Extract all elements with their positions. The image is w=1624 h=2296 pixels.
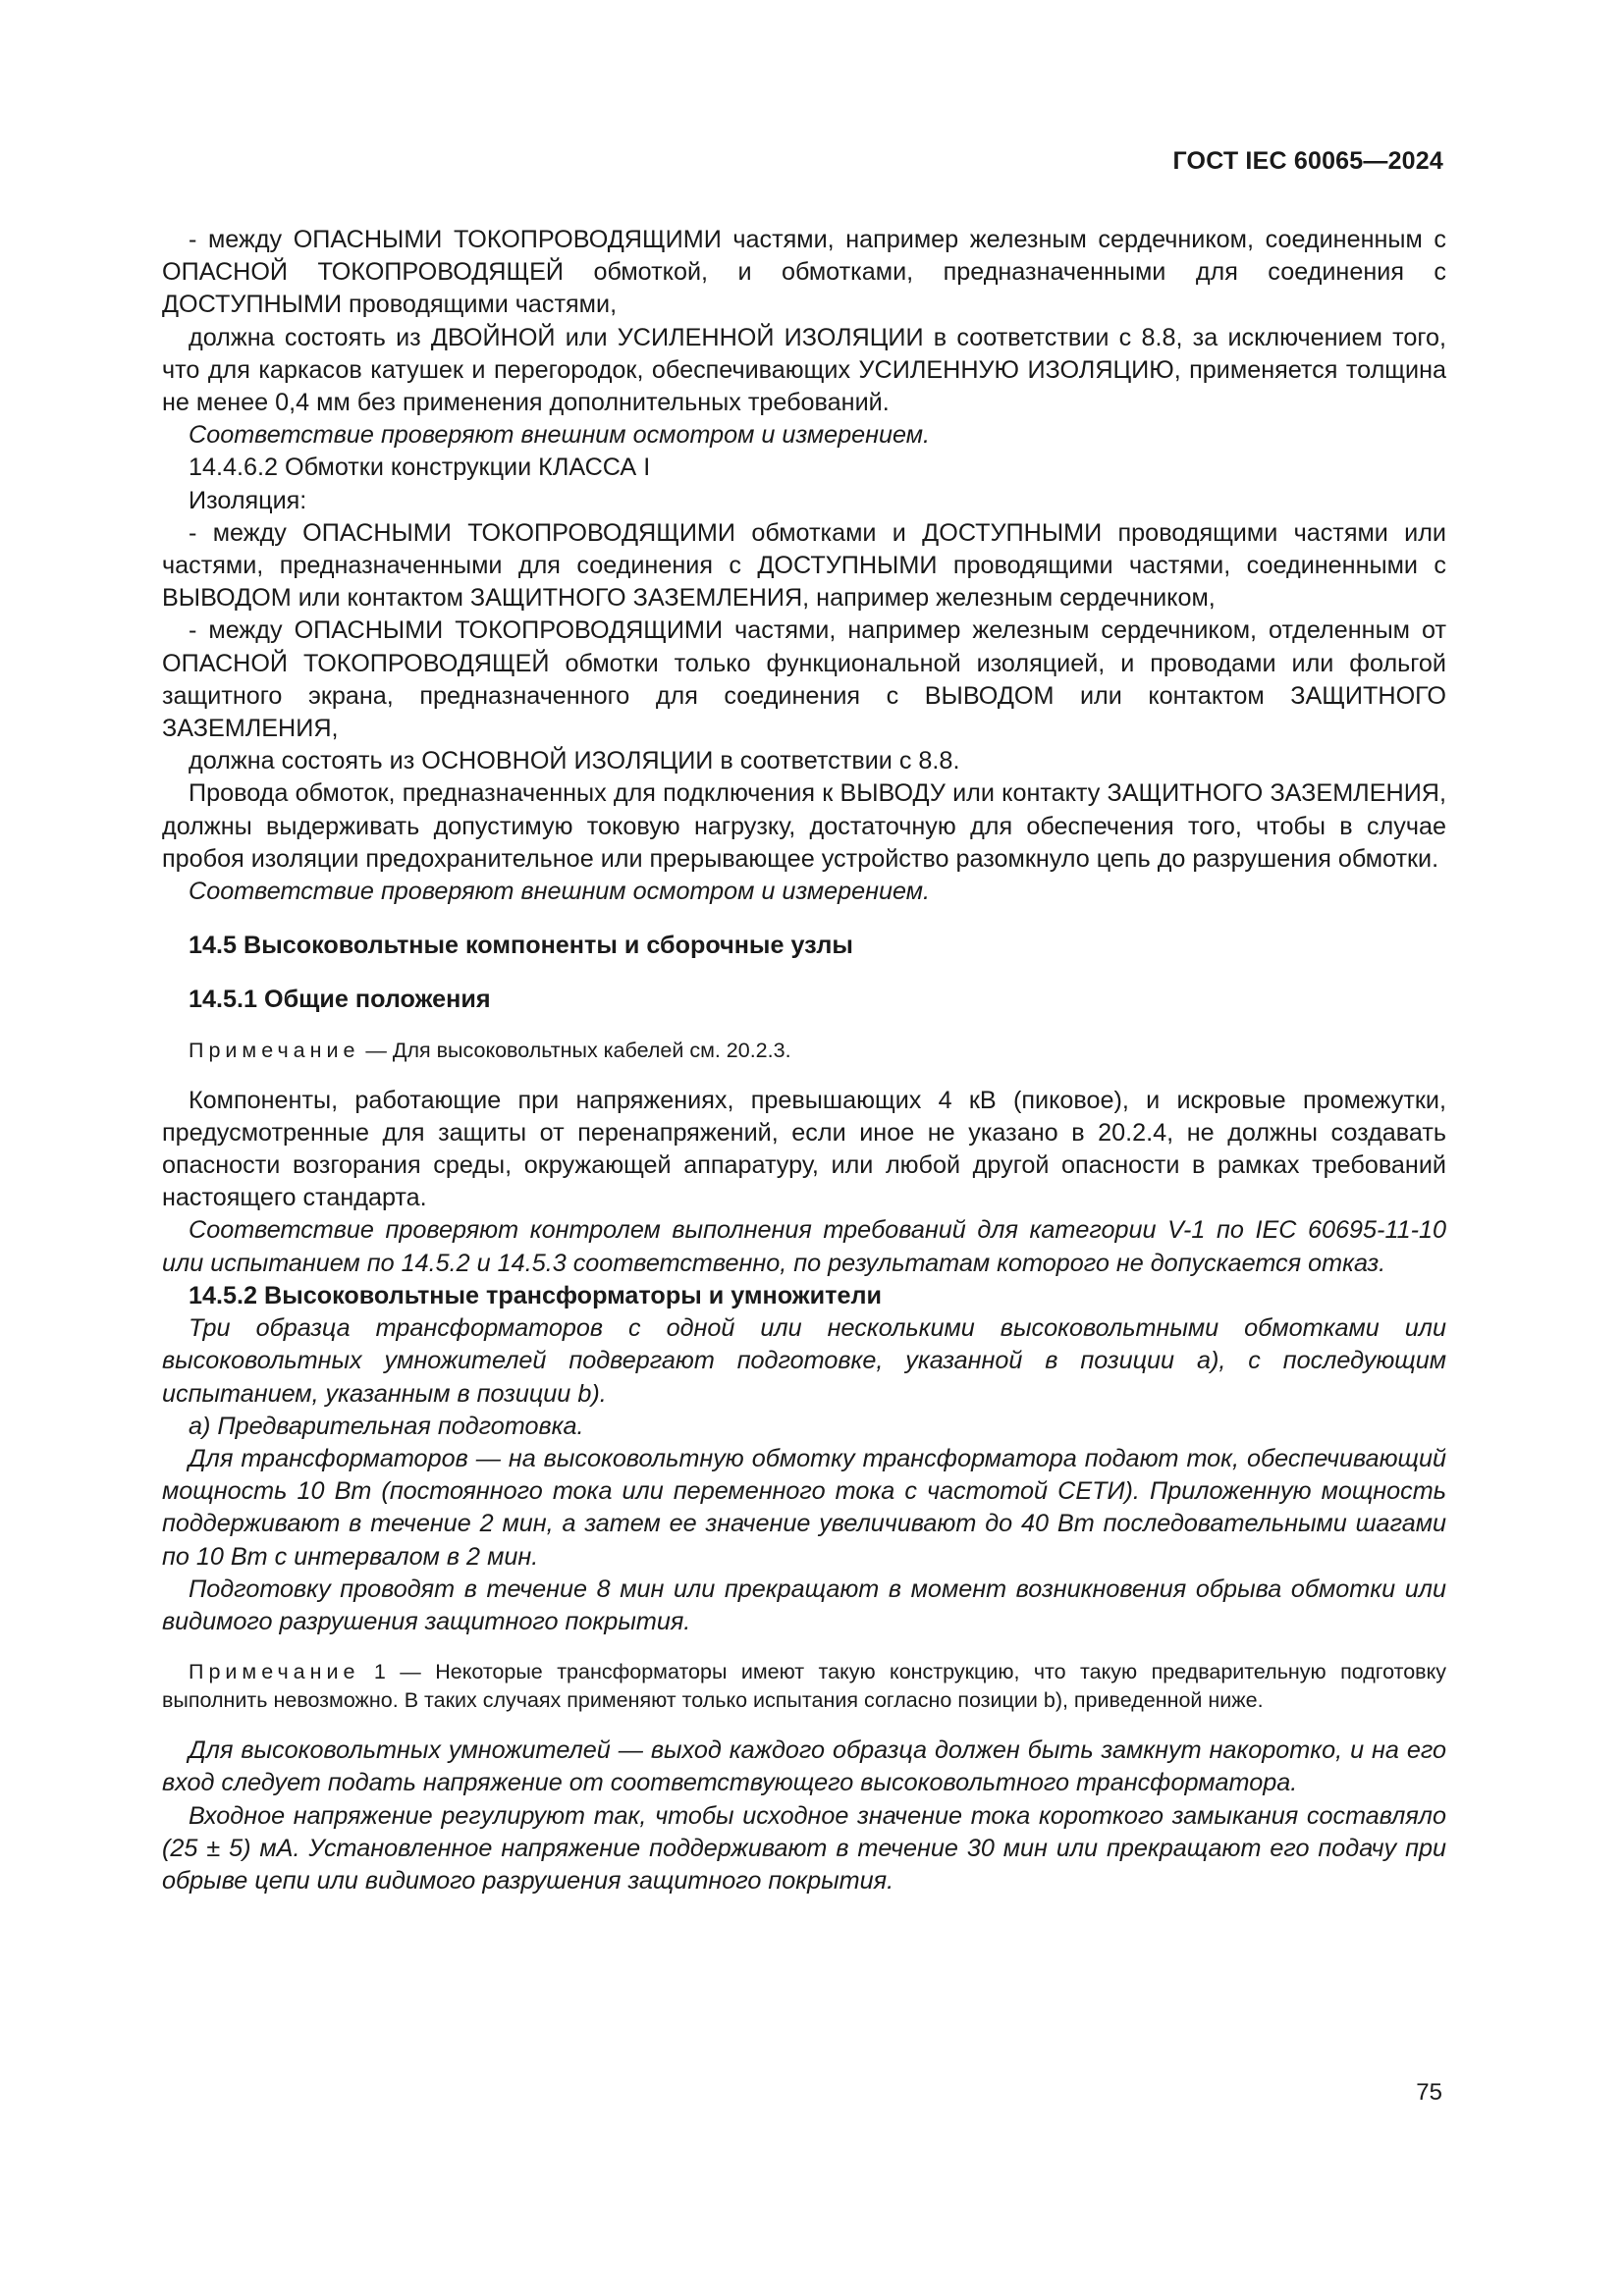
paragraph: - между ОПАСНЫМИ ТОКОПРОВОДЯЩИМИ обмотками и ДОСТУПНЫМИ проводящими частями или частями, предназначенными для соединения с ДОСТУПНЫМИ проводящими частями, соединенными с ВЫВОДОМ или контактом ЗАЩИТНОГО ЗАЗЕМЛЕНИЯ, например железным сердечником, <box>162 518 1446 613</box>
paragraph: Входное напряжение регулируют так, чтобы исходное значение тока короткого замыкания составляло (25 ± 5) мА. Установленное напряжение поддерживают в течение 30 мин или прекращают его подачу при обрыве цепи или видимого разрушения защитного покрытия. <box>162 1801 1446 1895</box>
note <box>162 1037 1446 1065</box>
paragraph: Провода обмоток, предназначенных для подключения к ВЫВОДУ или контакту ЗАЩИТНОГО ЗАЗЕМЛЕНИЯ, должны выдерживать допустимую токовую нагрузку, достаточную для обеспечения того, чтобы в случае пробоя изоляции предохранительное или прерывающее устройство разомкнуло цепь до разрушения обмотки. <box>162 779 1446 873</box>
paragraph: Для трансформаторов — на высоковольтную обмотку трансформатора подают ток, обеспечивающий мощность 10 Вт (постоянного тока или переменного тока с частотой СЕТИ). Приложенную мощность поддерживают в течение 2 мин, а затем ее значение увеличивают до 40 Вт последовательными шагами по 10 Вт с интервалом в 2 мин. <box>162 1444 1446 1571</box>
compliance-note: Соответствие проверяют контролем выполнения требований для категории V-1 по IEC 60695-11-10 или испытанием по 14.5.2 и 14.5.3 соответственно, по результатам которого не допускается отказ. <box>162 1216 1446 1277</box>
note-text: 1 — Некоторые трансформаторы имеют такую конструкцию, что такую предварительную подготовку выполнить невозможно. В таких случаях применяют только испытания согласно позиции b), приведенной ниже. <box>162 1660 1446 1713</box>
paragraph: - между ОПАСНЫМИ ТОКОПРОВОДЯЩИМИ частями, например железным сердечником, отделенным от ОПАСНОЙ ТОКОПРОВОДЯЩЕЙ обмотки только функциональной изоляцией, и проводами или фольгой защитного экрана, предназначенного для соединения с ВЫВОДОМ или контактом ЗАЩИТНОГО ЗАЗЕМЛЕНИЯ, <box>162 616 1446 743</box>
paragraph: Три образца трансформаторов с одной или несколькими высоковольтными обмотками или высоковольтных умножителей подвергают подготовке, указанной в позиции а), с последующим испытанием, указанным в позиции b). <box>162 1314 1446 1408</box>
clause-title: 14.4.6.2 Обмотки конструкции КЛАССА I <box>189 454 651 482</box>
paragraph: Для высоковольтных умножителей — выход каждого образца должен быть замкнут накоротко, и на его вход следует подать напряжение от соответствующего высоковольтного трансформатора. <box>162 1736 1446 1797</box>
list-item: а) Предварительная подготовка. <box>189 1412 584 1440</box>
paragraph: Изоляция: <box>189 486 307 514</box>
note <box>162 1658 1446 1715</box>
note-label: Примечание <box>189 1660 360 1684</box>
paragraph: должна состоять из ОСНОВНОЙ ИЗОЛЯЦИИ в соответствии с 8.8. <box>189 747 960 775</box>
page-number: 75 <box>1416 2079 1442 2106</box>
note-text: — Для высоковольтных кабелей см. 20.2.3. <box>359 1038 791 1062</box>
paragraph: Компоненты, работающие при напряжениях, превышающих 4 кВ (пиковое), и искровые промежутки, предусмотренные для защиты от перенапряжений, если иное не указано в 20.2.4, не должны создавать опасности возгорания среды, окружающей аппаратуру, или любой другой опасности в рамках требований настоящего стандарта. <box>162 1086 1446 1212</box>
subsection-heading: 14.5.2 Высоковольтные трансформаторы и умножители <box>189 1281 882 1309</box>
note-label: Примечание <box>189 1038 360 1062</box>
paragraph: - между ОПАСНЫМИ ТОКОПРОВОДЯЩИМИ частями, например железным сердечником, соединенным с ОПАСНОЙ ТОКОПРОВОДЯЩЕЙ обмоткой, и обмотками, предназначенными для соединения с ДОСТУПНЫМИ проводящими частями, <box>162 226 1446 319</box>
paragraph: Подготовку проводят в течение 8 мин или прекращают в момент возникновения обрыва обмотки или видимого разрушения защитного покрытия. <box>162 1575 1446 1635</box>
document-header: ГОСТ IEC 60065—2024 <box>1172 147 1443 175</box>
document-body <box>162 224 1446 1897</box>
paragraph: должна состоять из ДВОЙНОЙ или УСИЛЕННОЙ ИЗОЛЯЦИИ в соответствии с 8.8, за исключением того, что для каркасов катушек и перегородок, обеспечивающих УСИЛЕННУЮ ИЗОЛЯЦИЮ, применяется толщина не менее 0,4 мм без применения дополнительных требований. <box>162 323 1446 417</box>
section-heading: 14.5 Высоковольтные компоненты и сборочные узлы <box>189 932 853 960</box>
compliance-note: Соответствие проверяют внешним осмотром и измерением. <box>189 878 931 906</box>
compliance-note: Соответствие проверяют внешним осмотром и измерением. <box>189 421 931 450</box>
subsection-heading: 14.5.1 Общие положения <box>189 986 491 1014</box>
